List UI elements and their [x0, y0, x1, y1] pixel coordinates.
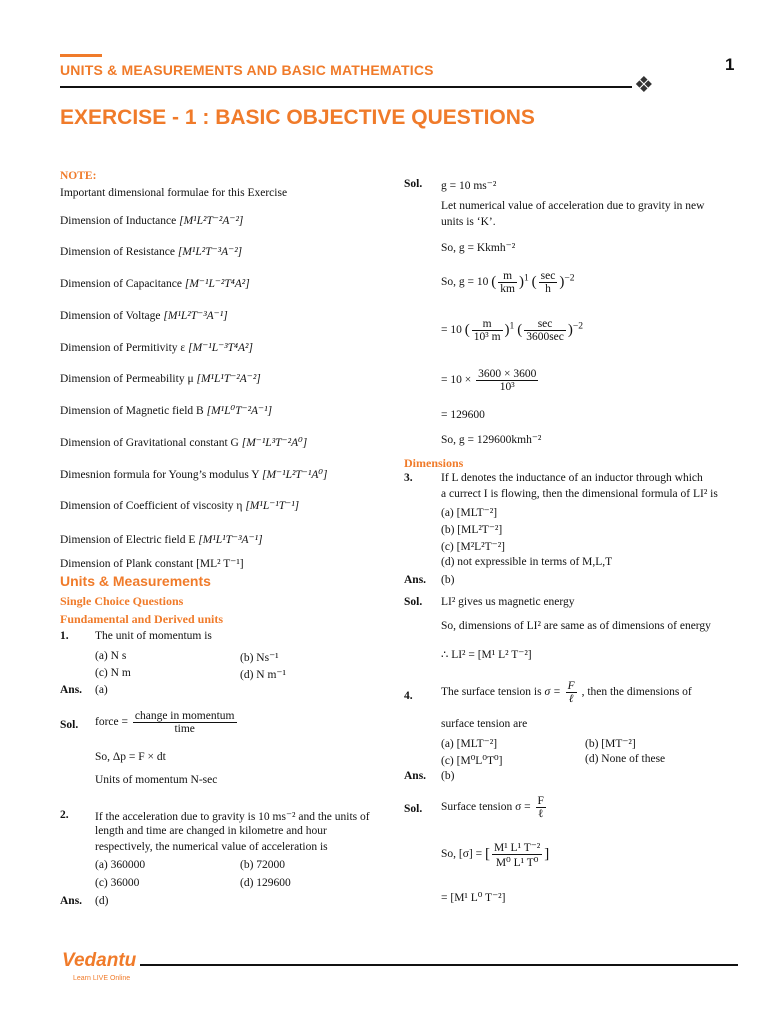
fraction-numerator: sec — [540, 270, 556, 282]
option-d: (d) N m⁻¹ — [240, 669, 286, 681]
note-item-formula: [M¹L²T⁻³A⁻¹] — [163, 310, 228, 322]
question-number: 1. — [60, 630, 69, 642]
note-item — [60, 213, 243, 227]
option-c: (c) [M⁰L⁰T⁰] — [441, 755, 503, 767]
option-a: (a) N s — [95, 650, 127, 662]
equation-prefix: So, g = 10 — [441, 276, 489, 289]
note-item — [60, 467, 327, 481]
header-rule — [60, 86, 632, 88]
solution-equation: So, g = 10 ( $\frac{m}{km}$ )$^1$ ( $\frac{\sec}{h}$ )$^{-2}$ — [441, 270, 575, 295]
solution-label: Sol. — [404, 178, 423, 190]
solution-line: g = 10 ms⁻² — [441, 180, 497, 192]
solution-line: units is ‘K’. — [441, 216, 496, 228]
fraction — [472, 318, 503, 343]
note-item-formula: [M⁻¹L⁻²T⁴A²] — [184, 278, 250, 290]
solution-line: Let numerical value of acceleration due to gravity in new — [441, 200, 705, 212]
note-item-text: Dimesnion formula for Young’s modulus Y — [60, 469, 260, 481]
exponent: −2 — [572, 320, 584, 332]
option-b: (b) [MT⁻²] — [585, 738, 636, 750]
fraction — [536, 795, 546, 820]
note-item-text: Dimension of Coefficient of viscosity η — [60, 500, 243, 512]
solution-line: ∴ LI² = [M¹ L² T⁻²] — [441, 649, 532, 661]
note-item-formula: [M¹L⁰T⁻²A⁻¹] — [206, 405, 273, 417]
fraction-denominator: ℓ — [568, 693, 574, 705]
note-item-formula: [M¹L²T⁻³A⁻²] — [177, 246, 243, 258]
solution-line: So, Δp = F × dt — [95, 751, 166, 763]
option-c: (c) N m — [95, 667, 131, 679]
question-number: 2. — [60, 809, 69, 821]
question-text: respectively, the numerical value of acceleration is — [95, 841, 328, 853]
option-b: (b) Ns⁻¹ — [240, 652, 279, 664]
answer-value: (d) — [95, 895, 109, 907]
note-item-formula: [M¹L²T⁻²A⁻²] — [179, 215, 244, 227]
page-number: 1 — [725, 55, 735, 74]
answer-value: (b) — [441, 574, 455, 586]
option-b: (b) 72000 — [240, 859, 286, 871]
subject-title: UNITS & MEASUREMENTS AND BASIC MATHEMATICS — [60, 62, 434, 78]
fraction-numerator: F — [537, 795, 544, 807]
solution-line: LI² gives us magnetic energy — [441, 596, 575, 608]
note-item-formula: [M¹L⁻¹T⁻¹] — [245, 500, 300, 512]
fraction — [476, 368, 538, 393]
solution-equation: = 10 ( $\frac{m}{\text{10³ m}}$ )$^1$ ( $\frac{\sec}{3600\sec}$ )$^{-2}$ — [441, 318, 584, 343]
note-item — [60, 498, 299, 512]
fraction-numerator: m — [498, 270, 517, 283]
option-d: (d) 129600 — [240, 877, 291, 889]
fraction-denominator: km — [500, 283, 515, 295]
note-item-text: Dimension of Resistance — [60, 246, 175, 258]
solution-equation — [95, 710, 239, 735]
note-item-formula: [M¹L¹T⁻²A⁻²] — [196, 373, 261, 385]
answer-value: (b) — [441, 770, 455, 782]
option-d: (d) not expressible in terms of M,L,T — [441, 556, 613, 568]
solution-equation — [441, 795, 548, 820]
footer-rule — [140, 964, 738, 966]
answer-label: Ans. — [404, 574, 427, 586]
fraction-denominator: 10³ m — [473, 331, 501, 343]
note-item-text: Dimension of Permeability μ — [60, 373, 194, 385]
vedantu-logo: Vedantu — [62, 950, 137, 971]
solution-line: So, g = Kkmh⁻² — [441, 242, 516, 254]
note-item-text: Dimension of Plank constant [ML² T⁻¹] — [60, 558, 244, 570]
exercise-title: EXERCISE - 1 : BASIC OBJECTIVE QUESTIONS — [60, 106, 535, 129]
option-c: (c) [M²L²T⁻²] — [441, 541, 505, 553]
question-text: The unit of momentum is — [95, 630, 212, 642]
equation-prefix: = 10 — [441, 324, 462, 337]
fraction-numerator: M¹ L¹ T⁻² — [494, 842, 541, 854]
fraction-numerator: F — [567, 680, 575, 692]
fraction-denominator: time — [174, 723, 195, 735]
equation-prefix: So, [σ] = — [441, 848, 483, 861]
solution-line: So, dimensions of LI² are same as of dimensions of energy — [441, 620, 711, 632]
fraction — [539, 270, 558, 295]
math-symbol: σ = — [544, 686, 561, 699]
note-item-text: Dimension of Magnetic field B — [60, 405, 204, 417]
exponent: 1 — [523, 272, 529, 284]
note-item — [60, 403, 272, 417]
note-item — [60, 340, 253, 354]
fraction-denominator: ℓ — [537, 808, 544, 820]
question-number: 4. — [404, 690, 413, 702]
option-a: (a) 360000 — [95, 859, 146, 871]
question-text — [441, 680, 692, 705]
section-heading: Units & Measurements — [60, 573, 211, 589]
solution-lhs: force = — [95, 716, 128, 729]
fraction — [133, 710, 237, 735]
note-item-text: Dimension of Electric field E — [60, 534, 196, 546]
fraction-denominator: h — [545, 283, 551, 295]
answer-label: Ans. — [60, 895, 83, 907]
subheading-fundamental: Fundamental and Derived units — [60, 612, 224, 626]
option-a: (a) [MLT⁻²] — [441, 738, 498, 750]
fraction-numerator: m — [472, 318, 503, 331]
option-d: (d) None of these — [585, 753, 666, 765]
solution-line: = 129600 — [441, 409, 485, 421]
fraction — [566, 680, 577, 705]
solution-label: Sol. — [404, 803, 423, 815]
exponent: −2 — [564, 272, 575, 284]
note-item — [60, 276, 250, 290]
note-item-text: Dimension of Capacitance — [60, 278, 182, 290]
note-item — [60, 556, 244, 570]
header-accent-bar — [60, 54, 102, 57]
equation-prefix: Surface tension σ = — [441, 801, 531, 814]
note-item-formula: [M⁻¹L²T⁻¹A⁰] — [262, 469, 328, 481]
subheading-single-choice: Single Choice Questions — [60, 594, 184, 608]
exponent: 1 — [509, 320, 515, 332]
answer-label: Ans. — [404, 770, 427, 782]
solution-label: Sol. — [60, 719, 79, 731]
option-c: (c) 36000 — [95, 877, 140, 889]
equation-prefix: = 10 × — [441, 374, 472, 387]
note-item — [60, 308, 228, 322]
note-item — [60, 244, 242, 258]
note-item — [60, 532, 263, 546]
note-item — [60, 371, 261, 385]
fraction-denominator: 10³ — [499, 381, 515, 393]
subheading-dimensions: Dimensions — [404, 456, 464, 470]
note-item — [60, 435, 307, 449]
note-intro: Important dimensional formulae for this Exercise — [60, 187, 288, 199]
fraction-denominator: M⁰ L¹ T⁰ — [495, 857, 539, 869]
solution-line: So, g = 129600kmh⁻² — [441, 434, 542, 446]
fraction — [492, 840, 542, 869]
note-item-formula: [M⁻¹L⁻³T⁴A²] — [188, 342, 253, 354]
note-item-text: Dimension of Inductance — [60, 215, 177, 227]
fraction-numerator: sec — [524, 318, 566, 331]
note-item-text: Dimension of Gravitational constant G — [60, 437, 239, 449]
question-text-part: The surface tension is — [441, 686, 542, 699]
fraction-numerator: change in momentum — [134, 710, 235, 722]
question-text: If L denotes the inductance of an inductor through which — [441, 472, 703, 484]
question-number: 3. — [404, 472, 413, 484]
answer-label: Ans. — [60, 684, 83, 696]
solution-line: Units of momentum N-sec — [95, 774, 218, 786]
note-label: NOTE: — [60, 170, 97, 182]
question-text: a currect I is flowing, then the dimensional formula of LI² is — [441, 488, 718, 500]
question-text: length and time are changed in kilometre and hour — [95, 825, 327, 837]
note-item-formula: [M¹L¹T⁻³A⁻¹] — [198, 534, 263, 546]
solution-equation: So, [σ] = [ $\frac{\text{M¹ L¹ T⁻²}}{\text{M⁰ L¹ T⁰}}$ ] — [441, 842, 550, 869]
fraction-denominator: 3600sec — [526, 331, 564, 343]
answer-value: (a) — [95, 684, 108, 696]
option-b: (b) [ML²T⁻²] — [441, 524, 503, 536]
logo-tagline: Learn LIVE Online — [73, 975, 131, 982]
fraction — [524, 318, 566, 343]
note-item-text: Dimension of Permitivity ε — [60, 342, 186, 354]
question-text: surface tension are — [441, 718, 528, 730]
option-a: (a) [MLT⁻²] — [441, 507, 498, 519]
fraction-numerator: 3600 × 3600 — [478, 368, 537, 380]
question-text: If the acceleration due to gravity is 10 ms⁻² and the units of — [95, 811, 370, 823]
note-item-formula: [M⁻¹L³T⁻²A⁰] — [241, 437, 308, 449]
fraction — [498, 270, 517, 295]
note-item-text: Dimension of Voltage — [60, 310, 161, 322]
solution-line: = [M¹ L⁰ T⁻²] — [441, 892, 506, 904]
solution-label: Sol. — [404, 596, 423, 608]
ornament-icon: ❖ — [634, 72, 654, 97]
question-text-part: , then the dimensions of — [581, 686, 692, 699]
solution-equation — [441, 368, 540, 393]
